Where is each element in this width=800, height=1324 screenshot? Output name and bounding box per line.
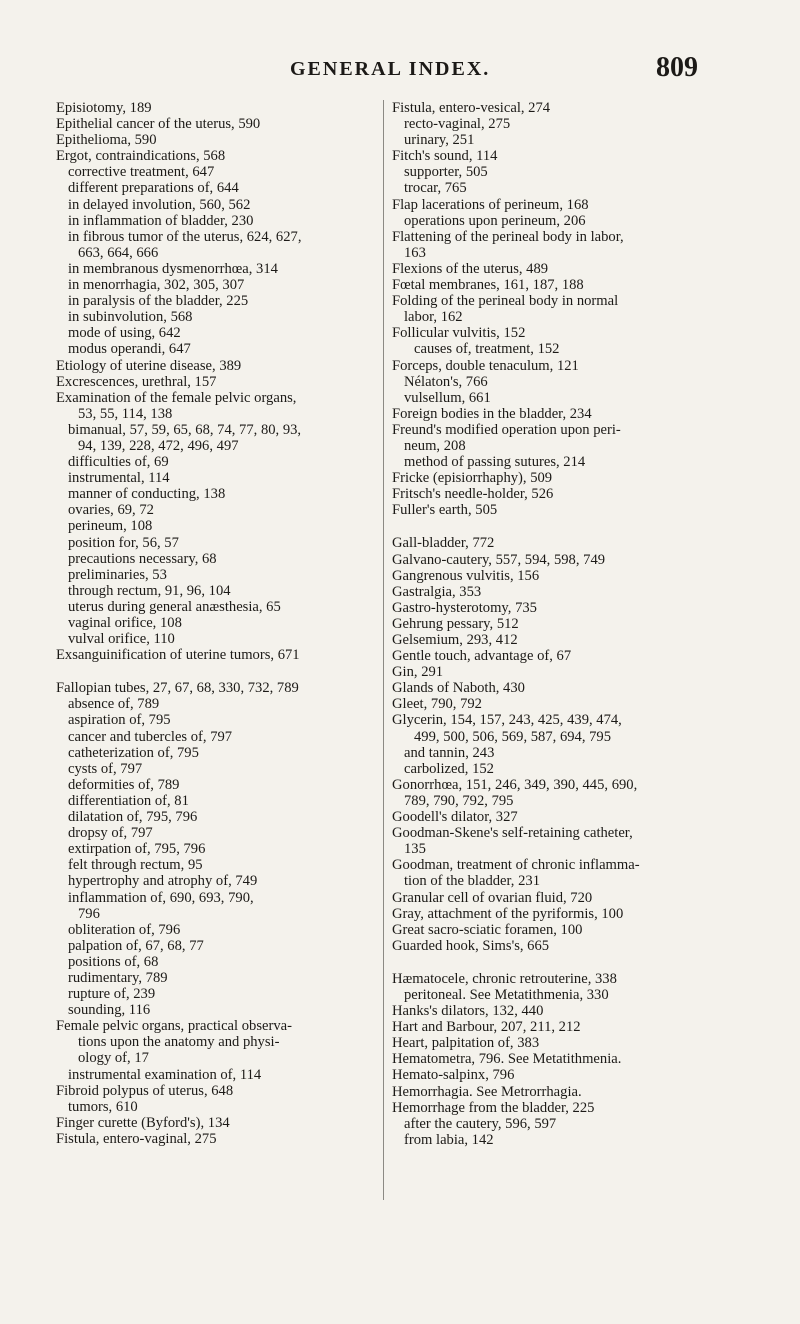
index-subentry: precautions necessary, 68 [68,550,217,567]
index-entry: Fricke (episiorrhaphy), 509 [392,470,553,487]
index-subentry: 94, 139, 228, 472, 496, 497 [78,437,239,454]
index-subentry: vaginal orifice, 108 [68,615,182,631]
index-subentry: aspiration of, 795 [68,712,171,729]
section-gap [392,518,734,535]
index-entry: Etiology of uterine disease, 389 [56,357,242,374]
index-subentry: causes of, treatment, 152 [414,341,560,358]
index-entry: Gehrung pessary, 512 [392,615,519,632]
index-subentry: vulsellum, 661 [404,389,491,406]
index-entry: Gin, 291 [392,664,444,681]
index-subentry: inflammation of, 690, 693, 790, [68,889,254,906]
index-subentry: palpation of, 67, 68, 77 [68,937,204,954]
index-subentry: 789, 790, 792, 795 [404,792,514,809]
index-subentry: 163 [404,244,426,261]
index-entry: Epithelioma, 590 [56,132,157,149]
index-entry: Great sacro-sciatic foramen, 100 [392,921,583,938]
index-subentry: differentiation of, 81 [68,792,189,809]
index-subentry: 53, 55, 114, 138 [78,405,173,422]
page-header [0,52,800,92]
index-subentry: method of passing sutures, 214 [404,454,586,471]
index-entry: Fallopian tubes, 27, 67, 68, 330, 732, 789 [56,680,299,697]
index-entry: Gall-bladder, 772 [392,535,495,552]
index-entry: Finger curette (Byford's), 134 [56,1114,230,1131]
section-gap [56,663,398,680]
index-subentry: operations upon perineum, 206 [404,212,586,229]
index-subentry: deformities of, 789 [68,776,180,793]
index-subentry: modus operandi, 647 [68,341,191,358]
index-subentry: supporter, 505 [404,164,488,181]
index-entry: Hæmatocele, chronic retrouterine, 338 [392,970,617,987]
index-subentry: tions upon the anatomy and physi- [78,1034,280,1051]
index-entry: Fitch's sound, 114 [392,148,498,165]
index-subentry: preliminaries, 53 [68,566,167,583]
index-subentry: tion of the bladder, 231 [404,873,540,890]
index-entry: Hanks's dilators, 132, 440 [392,1003,544,1020]
index-subentry: vulval orifice, 110 [68,631,175,648]
index-subentry: uterus during general anæsthesia, 65 [68,598,281,615]
index-entry: Gonorrhœa, 151, 246, 349, 390, 445, 690, [392,776,638,793]
index-entry: Goodell's dilator, 327 [392,809,518,826]
page-number: 809 [656,52,698,83]
index-entry: Epithelial cancer of the uterus, 590 [56,116,261,133]
index-entry: Hematometra, 796. See Metatithmenia. [392,1051,622,1068]
index-entry: Gray, attachment of the pyriformis, 100 [392,905,624,922]
section-gap [392,954,734,971]
index-entry: Exsanguinification of uterine tumors, 671 [56,647,300,664]
index-entry: Galvano-cautery, 557, 594, 598, 749 [392,551,606,568]
index-entry: Hemorrhagia. See Metrorrhagia. [392,1083,582,1100]
index-entry: Gentle touch, advantage of, 67 [392,648,572,665]
index-entry: Hart and Barbour, 207, 211, 212 [392,1019,581,1036]
index-entry: Gleet, 790, 792 [392,696,482,713]
index-subentry: in fibrous tumor of the uterus, 624, 627, [68,228,302,245]
index-subentry: neum, 208 [404,437,466,454]
index-subentry: after the cautery, 596, 597 [404,1115,557,1132]
index-subentry: urinary, 251 [404,132,475,149]
index-subentry: sounding, 116 [68,1002,151,1019]
index-entry: Gelsemium, 293, 412 [392,632,518,648]
index-subentry: from labia, 142 [404,1131,494,1148]
index-entry: Flattening of the perineal body in labor, [392,228,624,245]
index-entry: Ergot, contraindications, 568 [56,148,226,165]
index-subentry: bimanual, 57, 59, 65, 68, 74, 77, 80, 93, [68,421,302,438]
index-subentry: in inflammation of bladder, 230 [68,212,254,229]
index-entry: Glands of Naboth, 430 [392,680,525,697]
index-subentry: different preparations of, 644 [68,180,239,197]
index-subentry: 499, 500, 506, 569, 587, 694, 795 [414,728,612,745]
index-subentry: rupture of, 239 [68,986,156,1003]
index-entry: Fistula, entero-vesical, 274 [392,100,551,116]
index-subentry: position for, 56, 57 [68,534,179,551]
index-entry: Guarded hook, Sims's, 665 [392,937,550,954]
index-entry: Gangrenous vulvitis, 156 [392,567,540,584]
index-subentry: felt through rectum, 95 [68,857,203,874]
index-subentry: corrective treatment, 647 [68,164,215,181]
index-entry: Examination of the female pelvic organs, [56,389,297,406]
index-subentry: in membranous dysmenorrhœa, 314 [68,260,278,277]
index-column-right [383,100,734,1200]
index-entry: Female pelvic organs, practical observa- [56,1018,292,1035]
index-entry: Foreign bodies in the bladder, 234 [392,405,592,422]
index-entry: Granular cell of ovarian fluid, 720 [392,889,593,906]
index-subentry: ology of, 17 [78,1050,149,1067]
index-subentry: mode of using, 642 [68,325,181,342]
index-entry: Excrescences, urethral, 157 [56,373,217,390]
index-entry: Episiotomy, 189 [56,100,152,116]
index-entry: Fœtal membranes, 161, 187, 188 [392,277,584,294]
index-entry: Flexions of the uterus, 489 [392,260,549,277]
index-subentry: and tannin, 243 [404,744,495,761]
index-entry: Hemato-salpinx, 796 [392,1067,515,1084]
index-subentry: cancer and tubercles of, 797 [68,728,233,745]
index-column-left [56,100,398,1147]
index-entry: Heart, palpitation of, 383 [392,1035,540,1052]
index-entry: Fritsch's needle-holder, 526 [392,486,554,503]
index-subentry: extirpation of, 795, 796 [68,841,206,858]
index-subentry: 796 [78,905,100,922]
index-entry: Flap lacerations of perineum, 168 [392,196,589,213]
index-entry: Forceps, double tenaculum, 121 [392,357,579,374]
index-entry: Hemorrhage from the bladder, 225 [392,1099,595,1116]
index-subentry: tumors, 610 [68,1098,138,1115]
index-entry: Goodman, treatment of chronic inflamma- [392,857,640,874]
index-subentry: through rectum, 91, 96, 104 [68,582,231,599]
index-subentry: instrumental examination of, 114 [68,1066,262,1083]
index-subentry: labor, 162 [404,309,463,326]
index-entry: Gastro-hysterotomy, 735 [392,599,537,616]
index-subentry: 663, 664, 666 [78,244,159,261]
index-subentry: difficulties of, 69 [68,454,169,471]
index-subentry: in delayed involution, 560, 562 [68,196,251,213]
index-subentry: rudimentary, 789 [68,969,168,986]
index-subentry: Nélaton's, 766 [404,373,488,390]
index-subentry: perineum, 108 [68,518,153,535]
index-entry: Folding of the perineal body in normal [392,293,619,310]
index-entry: Freund's modified operation upon peri- [392,421,621,438]
index-subentry: in subinvolution, 568 [68,309,193,326]
index-subentry: absence of, 789 [68,696,160,713]
index-subentry: hypertrophy and atrophy of, 749 [68,873,258,890]
index-entry: Goodman-Skene's self-retaining catheter, [392,825,633,842]
index-subentry: catheterization of, 795 [68,744,199,761]
index-subentry: manner of conducting, 138 [68,486,226,503]
index-subentry: peritoneal. See Metatithmenia, 330 [404,986,609,1003]
index-subentry: 135 [404,841,426,858]
index-entry: Follicular vulvitis, 152 [392,325,526,342]
index-subentry: in paralysis of the bladder, 225 [68,293,249,310]
running-title: GENERAL INDEX. [290,58,491,80]
index-subentry: carbolized, 152 [404,760,494,777]
index-entry: Fistula, entero-vaginal, 275 [56,1130,217,1147]
index-subentry: positions of, 68 [68,953,159,970]
index-subentry: recto-vaginal, 275 [404,116,511,133]
index-entry: Gastralgia, 353 [392,583,482,600]
index-subentry: cysts of, 797 [68,760,143,777]
index-subentry: instrumental, 114 [68,470,170,487]
index-subentry: dilatation of, 795, 796 [68,809,198,826]
index-subentry: dropsy of, 797 [68,825,153,842]
index-subentry: obliteration of, 796 [68,921,181,938]
index-entry: Fibroid polypus of uterus, 648 [56,1082,234,1099]
index-entry: Glycerin, 154, 157, 243, 425, 439, 474, [392,712,622,729]
index-entry: Fuller's earth, 505 [392,502,498,519]
index-subentry: ovaries, 69, 72 [68,502,154,519]
index-subentry: in menorrhagia, 302, 305, 307 [68,277,245,294]
index-subentry: trocar, 765 [404,180,467,197]
